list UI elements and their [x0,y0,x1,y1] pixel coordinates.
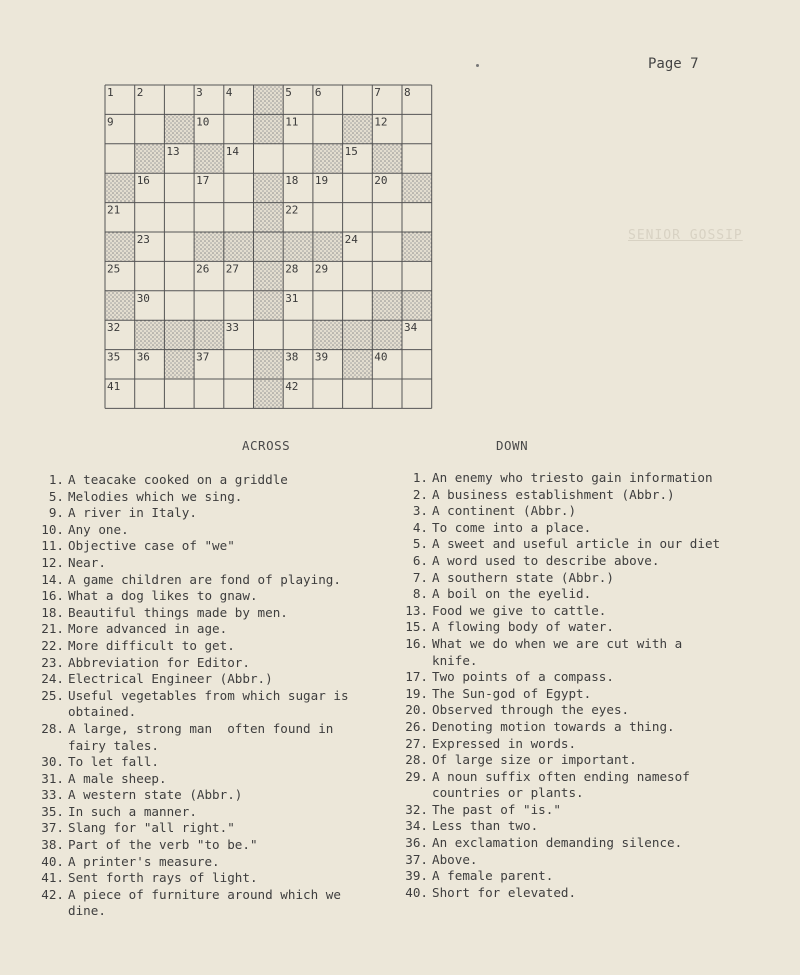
grid-number: 27 [225,262,240,276]
shaded-cell [343,320,373,349]
across-clue [30,854,390,871]
grid-number: 28 [285,262,299,276]
grid-number: 33 [225,321,240,335]
grid-number: 40 [374,350,388,364]
grid-number: 15 [344,144,358,158]
shaded-cell [254,379,284,408]
clue-number: 6. [412,552,428,568]
clue-text: Melodies which we sing. [68,488,243,504]
shaded-cell [105,173,135,202]
grid-number: 35 [107,350,121,364]
across-heading: ACROSS [242,438,291,453]
clue-number: 31. [41,770,64,786]
grid-number: 41 [107,380,121,393]
clue-number: 38. [41,837,64,853]
down-clue-list [396,470,756,901]
grid-number: 30 [136,291,150,305]
clue-number: 5. [412,536,428,552]
grid-number: 2 [136,86,144,99]
down-clue [396,769,756,802]
across-clue [30,621,390,638]
clue-text: Sent forth rays of light. [68,870,258,886]
grid-number: 7 [374,86,381,99]
clue-text: A river in Italy. [68,505,197,521]
clue-text: A word used to describe above. [432,552,660,568]
grid-number: 19 [314,174,329,188]
down-clue [396,586,756,603]
shaded-cell [194,320,224,349]
clue-number: 34. [405,818,428,834]
down-clue [396,868,756,885]
down-clue [396,852,756,869]
down-clue [396,835,756,852]
shaded-cell [313,144,343,173]
across-clue [30,555,390,572]
clue-text: More difficult to get. [68,637,235,653]
clue-text: A sweet and useful article in our diet [432,536,721,552]
shaded-cell [164,114,194,143]
clue-number: 16. [405,635,428,651]
clue-text: Food we give to cattle. [432,602,607,618]
clue-text: Objective case of "we" [68,538,235,554]
clue-number: 26. [405,718,428,734]
across-clue [30,671,390,688]
grid-number: 38 [285,350,299,364]
clue-text: A female parent. [432,868,554,884]
grid-number: 4 [225,86,233,99]
grid-number: 23 [136,233,150,246]
clue-text: Above. [432,851,478,867]
clue-text: A flowing body of water. [432,619,614,635]
clue-number: 11. [41,538,64,554]
grid-number: 17 [196,174,210,188]
clue-text: A game children are fond of playing. [68,571,341,587]
clue-text: Abbreviation for Editor. [68,654,250,670]
across-clue [30,472,390,489]
across-clue [30,837,390,854]
grid-number: 25 [107,262,121,276]
clue-number: 22. [41,637,64,653]
shaded-cell [343,114,373,143]
clue-number: 4. [412,519,428,535]
clue-number: 30. [41,754,64,770]
clue-text: More advanced in age. [68,621,228,637]
clue-text: What a dog likes to gnaw. [68,588,258,604]
clue-number: 1. [412,470,428,485]
across-clue-list [30,472,390,920]
shaded-cell [194,144,224,173]
grid-number: 34 [404,321,418,335]
clue-number: 2. [412,486,428,502]
down-clue [396,669,756,686]
clue-number: 37. [405,851,428,867]
clue-number: 20. [405,702,428,718]
grid-number: 29 [314,262,329,276]
grid-number: 26 [196,262,210,276]
grid-number: 42 [285,380,299,393]
shaded-cell [254,173,284,202]
shaded-cell [343,350,373,379]
page-number: Page 7 [648,56,699,72]
shaded-cell [372,144,402,173]
clue-number: 23. [41,654,64,670]
grid-number: 31 [285,291,299,305]
clue-number: 32. [405,801,428,817]
clue-text: An enemy who triesto gain information [432,470,713,485]
clue-text: Beautiful things made by men. [68,604,288,620]
across-clue [30,887,390,920]
grid-number: 36 [136,350,150,364]
grid-number: 6 [314,86,322,99]
down-clue [396,603,756,620]
shaded-cell [402,173,432,202]
grid-number: 12 [374,115,388,129]
clue-number: 10. [41,521,64,537]
grid-number: 20 [374,174,388,188]
shaded-cell [135,320,165,349]
across-clue [30,522,390,539]
clue-text: A continent (Abbr.) [432,503,577,519]
across-clue [30,605,390,622]
clue-number: 27. [405,735,428,751]
shaded-cell [164,320,194,349]
shaded-cell [313,320,343,349]
clue-number: 7. [412,569,428,585]
clue-number: 3. [412,503,428,519]
clue-text: A western state (Abbr.) [68,787,243,803]
clue-text: A large, strong man often found in fairy tales. [68,720,334,753]
clue-text: A teacake cooked on a griddle [68,472,288,487]
clue-text: In such a manner. [68,803,197,819]
clue-text: A southern state (Abbr.) [432,569,614,585]
across-clue [30,787,390,804]
clue-number: 19. [405,685,428,701]
clue-number: 39. [405,868,428,884]
clue-number: 41. [41,870,64,886]
across-clue [30,721,390,754]
grid-number: 13 [166,144,180,158]
down-clue [396,619,756,636]
grid-number: 39 [314,350,329,364]
clue-text: What we do when we are cut with a knife. [432,635,683,668]
clue-number: 42. [41,886,64,902]
clue-text: A piece of furniture around which we dine. [68,886,341,919]
clue-text: Near. [68,554,106,570]
across-clue [30,538,390,555]
grid-number: 5 [285,86,292,99]
clue-text: A printer's measure. [68,853,220,869]
clue-number: 28. [405,752,428,768]
down-clue [396,752,756,769]
shaded-cell [135,144,165,173]
across-clue [30,754,390,771]
shaded-cell [194,232,224,261]
across-clue [30,489,390,506]
across-clue [30,572,390,589]
clue-number: 12. [41,554,64,570]
shaded-cell [254,232,284,261]
down-clue [396,802,756,819]
grid-number: 37 [196,350,210,364]
across-clue [30,638,390,655]
shaded-cell [254,350,284,379]
grid-number: 22 [285,203,299,217]
across-clue [30,688,390,721]
clue-text: Slang for "all right." [68,820,235,836]
across-clue [30,588,390,605]
clue-number: 5. [48,488,64,504]
shaded-cell [402,232,432,261]
clue-text: The Sun-god of Egypt. [432,685,592,701]
grid-number: 1 [107,86,114,99]
clue-number: 28. [41,720,64,736]
down-clue [396,885,756,902]
clue-text: To let fall. [68,754,159,770]
down-clue [396,719,756,736]
down-clue [396,636,756,669]
across-clue [30,804,390,821]
across-clue [30,655,390,672]
grid-number: 16 [136,174,150,188]
clue-number: 25. [41,687,64,703]
shaded-cell [372,291,402,320]
clue-text: Part of the verb "to be." [68,837,258,853]
clue-text: Useful vegetables from which sugar is obtained. [68,687,349,720]
clue-text: Electrical Engineer (Abbr.) [68,671,273,687]
clue-text: Two points of a compass. [432,669,614,685]
shaded-cell [224,232,254,261]
clue-text: Of large size or important. [432,752,637,768]
grid-number: 32 [107,321,121,335]
clue-number: 36. [405,835,428,851]
clue-text: A noun suffix often ending namesof countries or plants. [432,768,690,801]
shaded-cell [105,232,135,261]
shaded-cell [254,114,284,143]
clue-number: 13. [405,602,428,618]
down-clue [396,520,756,537]
grid-number: 10 [196,115,210,129]
shaded-cell [372,320,402,349]
shaded-cell [254,85,284,114]
clue-text: The past of "is." [432,801,561,817]
down-clue [396,686,756,703]
clue-number: 40. [41,853,64,869]
clue-text: Less than two. [432,818,539,834]
shaded-cell [402,291,432,320]
down-clue [396,503,756,520]
shaded-cell [254,261,284,290]
clue-number: 1. [48,472,64,487]
clue-text: An exclamation demanding silence. [432,835,683,851]
clue-text: Observed through the eyes. [432,702,630,718]
down-clue [396,536,756,553]
crossword-grid [0,0,800,420]
down-clue [396,553,756,570]
clue-text: A male sheep. [68,770,167,786]
shaded-cell [105,291,135,320]
clue-number: 29. [405,768,428,784]
clue-number: 8. [412,586,428,602]
shaded-cell [313,232,343,261]
clue-number: 18. [41,604,64,620]
grid-number: 18 [285,174,299,188]
clue-text: To come into a place. [432,519,592,535]
clue-number: 9. [48,505,64,521]
shaded-cell [283,232,313,261]
clue-text: Expressed in words. [432,735,577,751]
clue-number: 40. [405,884,428,900]
clue-text: Short for elevated. [432,884,577,900]
shaded-cell [254,203,284,232]
clue-number: 37. [41,820,64,836]
clue-number: 15. [405,619,428,635]
shaded-cell [164,350,194,379]
clue-number: 24. [41,671,64,687]
down-clue [396,818,756,835]
down-clue [396,487,756,504]
down-heading: DOWN [496,438,529,453]
across-clue [30,505,390,522]
down-clue [396,570,756,587]
clue-number: 33. [41,787,64,803]
clue-text: A business establishment (Abbr.) [432,486,675,502]
grid-number: 11 [285,115,299,129]
grid-number: 21 [107,203,121,217]
clue-text: Any one. [68,521,129,537]
shaded-cell [254,291,284,320]
grid-number: 9 [107,115,114,129]
clue-number: 21. [41,621,64,637]
across-clue [30,870,390,887]
bleed-through-title: SENIOR GOSSIP [628,228,743,243]
down-clue [396,470,756,487]
grid-number: 3 [196,86,203,99]
grid-number: 14 [225,144,240,158]
clue-text: A boil on the eyelid. [432,586,592,602]
across-clue [30,771,390,788]
clue-number: 35. [41,803,64,819]
clue-number: 14. [41,571,64,587]
down-clue [396,736,756,753]
clue-number: 17. [405,669,428,685]
grid-number: 8 [404,86,411,99]
clue-text: Denoting motion towards a thing. [432,718,675,734]
down-clue [396,702,756,719]
clue-number: 16. [41,588,64,604]
grid-number: 24 [344,233,358,246]
across-clue [30,820,390,837]
